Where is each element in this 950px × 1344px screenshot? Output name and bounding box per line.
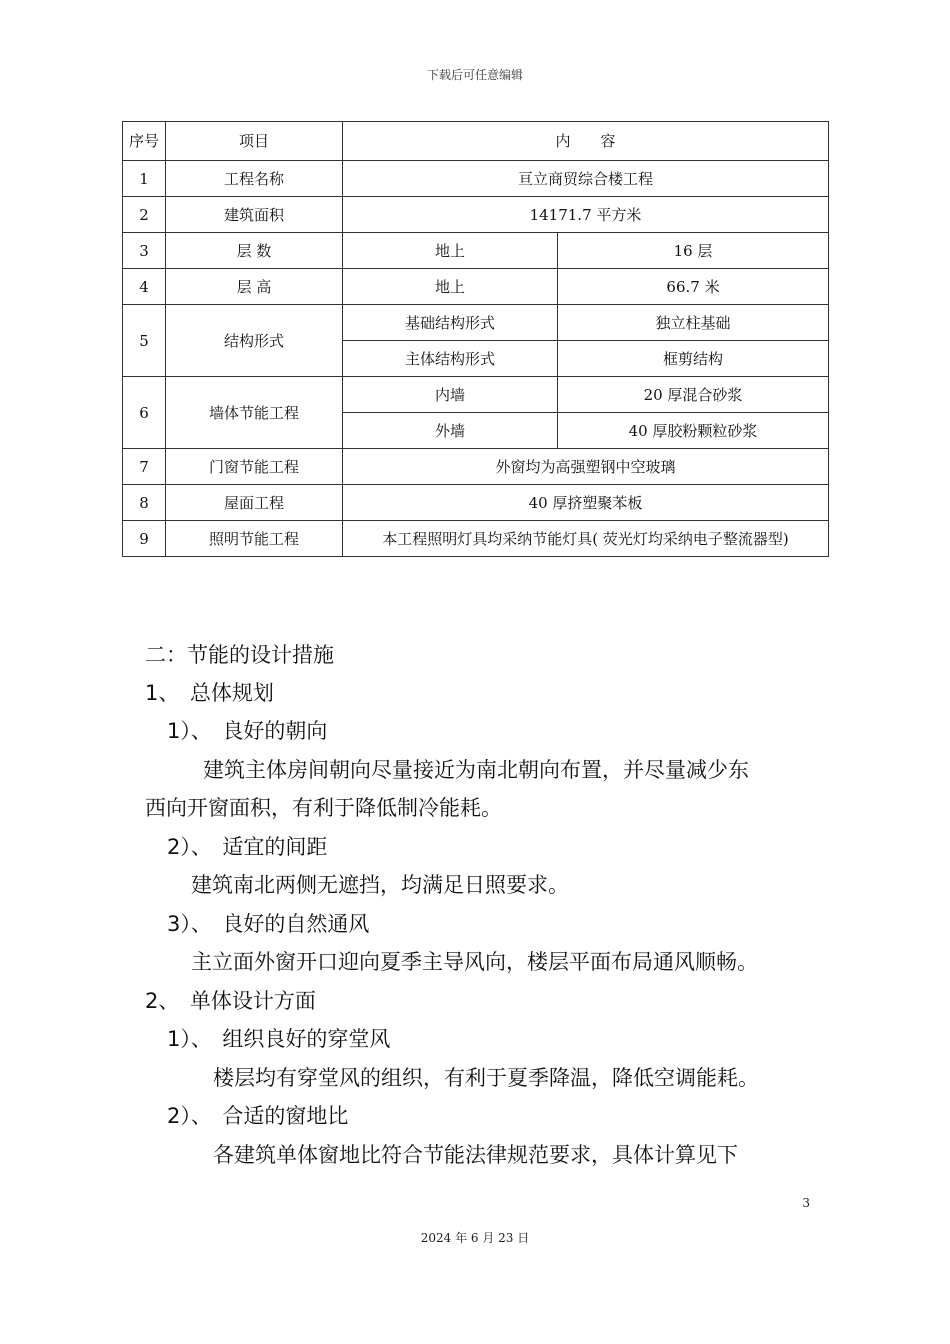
cell-value: 独立柱基础 <box>558 305 829 341</box>
cell-value: 40 厚胶粉颗粒砂浆 <box>558 413 829 449</box>
section-heading: 二：节能的设计措施 <box>145 643 334 667</box>
cell-seq: 4 <box>123 269 166 305</box>
cell-value: 16 层 <box>558 233 829 269</box>
item-heading: 2）、 适宜的间距 <box>167 835 328 859</box>
table-header-row <box>123 122 829 161</box>
cell-item: 层 高 <box>166 269 343 305</box>
cell-item: 结构形式 <box>166 305 343 377</box>
cell-item: 墙体节能工程 <box>166 377 343 449</box>
item-heading: 2）、 合适的窗地比 <box>167 1104 349 1128</box>
subsection-heading: 1、 总体规划 <box>145 681 274 705</box>
table-row <box>123 305 829 341</box>
table-row <box>123 521 829 557</box>
table-row <box>123 269 829 305</box>
paragraph-line: 建筑南北两侧无遮挡，均满足日照要求。 <box>191 873 569 897</box>
paragraph-line: 西向开窗面积，有利于降低制冷能耗。 <box>145 796 502 820</box>
cell-sub: 内墙 <box>343 377 558 413</box>
table-row <box>123 485 829 521</box>
table-row <box>123 449 829 485</box>
table-row <box>123 161 829 197</box>
footer-date: 2024 年 6 月 23 日 <box>420 1231 530 1245</box>
item-heading: 3）、 良好的自然通风 <box>167 912 370 936</box>
table-row <box>123 377 829 413</box>
cell-seq: 6 <box>123 377 166 449</box>
page-header: 下载后可任意编辑 <box>426 68 523 82</box>
cell-item: 照明节能工程 <box>166 521 343 557</box>
cell-value: 框剪结构 <box>558 341 829 377</box>
cell-seq: 8 <box>123 485 166 521</box>
cell-content: 亘立商贸综合楼工程 <box>343 161 829 197</box>
cell-content: 外窗均为高强塑钢中空玻璃 <box>343 449 829 485</box>
cell-item: 建筑面积 <box>166 197 343 233</box>
cell-item: 层 数 <box>166 233 343 269</box>
paragraph-line: 建筑主体房间朝向尽量接近为南北朝向布置，并尽量减少东 <box>203 758 749 782</box>
cell-seq: 9 <box>123 521 166 557</box>
table-row <box>123 233 829 269</box>
cell-item: 屋面工程 <box>166 485 343 521</box>
project-info-table <box>122 121 829 557</box>
cell-sub: 基础结构形式 <box>343 305 558 341</box>
cell-seq: 2 <box>123 197 166 233</box>
cell-seq: 7 <box>123 449 166 485</box>
item-heading: 1）、 良好的朝向 <box>167 719 328 743</box>
cell-seq: 1 <box>123 161 166 197</box>
cell-sub: 外墙 <box>343 413 558 449</box>
cell-content: 40 厚挤塑聚苯板 <box>343 485 829 521</box>
header-item: 项目 <box>166 122 343 161</box>
cell-content: 14171.7 平方米 <box>343 197 829 233</box>
header-content: 内 容 <box>343 122 829 161</box>
paragraph-line: 楼层均有穿堂风的组织，有利于夏季降温，降低空调能耗。 <box>213 1066 759 1090</box>
item-heading: 1）、 组织良好的穿堂风 <box>167 1027 391 1051</box>
paragraph-line: 各建筑单体窗地比符合节能法律规范要求，具体计算见下 <box>213 1143 738 1167</box>
cell-sub: 主体结构形式 <box>343 341 558 377</box>
page-number: 3 <box>802 1196 810 1210</box>
paragraph-line: 主立面外窗开口迎向夏季主导风向，楼层平面布局通风顺畅。 <box>191 950 758 974</box>
cell-value: 20 厚混合砂浆 <box>558 377 829 413</box>
cell-seq: 3 <box>123 233 166 269</box>
subsection-heading: 2、 单体设计方面 <box>145 989 316 1013</box>
cell-value: 66.7 米 <box>558 269 829 305</box>
cell-sub: 地上 <box>343 269 558 305</box>
cell-item: 工程名称 <box>166 161 343 197</box>
cell-content: 本工程照明灯具均采纳节能灯具( 荧光灯均采纳电子整流器型) <box>343 521 829 557</box>
cell-seq: 5 <box>123 305 166 377</box>
cell-item: 门窗节能工程 <box>166 449 343 485</box>
table-row <box>123 197 829 233</box>
header-seq: 序号 <box>123 122 166 161</box>
cell-sub: 地上 <box>343 233 558 269</box>
